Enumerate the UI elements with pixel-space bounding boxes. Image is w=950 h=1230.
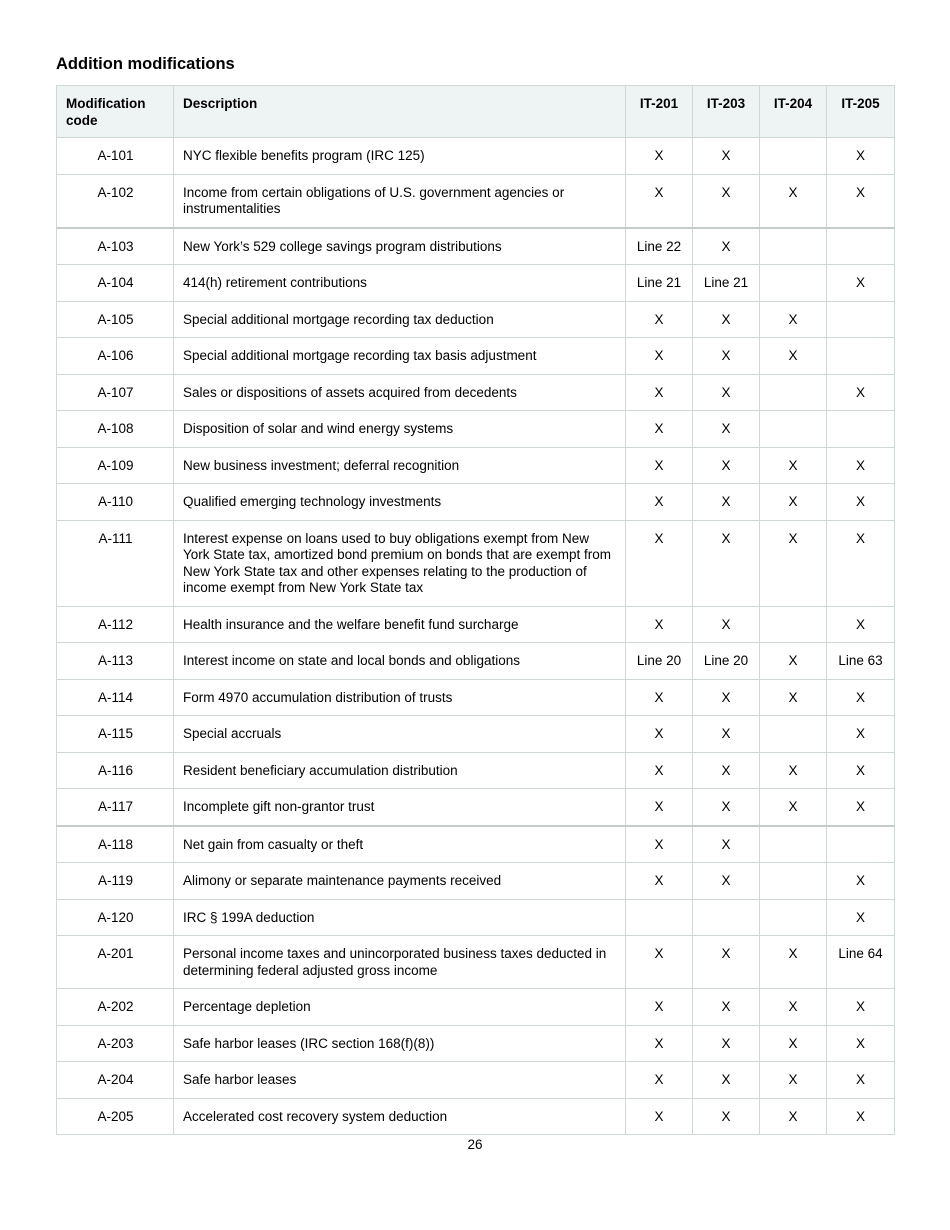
cell-it-201: X: [626, 863, 693, 900]
cell-it-201: X: [626, 679, 693, 716]
cell-it-201: X: [626, 1098, 693, 1135]
cell-it-203: X: [693, 228, 760, 265]
cell-code: A-103: [57, 228, 174, 265]
cell-it-205: X: [827, 484, 895, 521]
cell-it-204: [760, 374, 827, 411]
cell-it-205: X: [827, 1098, 895, 1135]
table-row: [57, 679, 895, 716]
header-it-205: IT-205: [827, 86, 895, 138]
cell-code: A-118: [57, 826, 174, 863]
cell-it-204: X: [760, 338, 827, 375]
header-it-201: IT-201: [626, 86, 693, 138]
cell-description: Incomplete gift non-grantor trust: [174, 789, 626, 826]
cell-it-201: X: [626, 789, 693, 826]
cell-it-204: X: [760, 174, 827, 228]
cell-it-203: [693, 899, 760, 936]
cell-code: A-104: [57, 265, 174, 302]
cell-it-203: X: [693, 1062, 760, 1099]
cell-code: A-111: [57, 520, 174, 606]
cell-it-201: X: [626, 301, 693, 338]
cell-code: A-203: [57, 1025, 174, 1062]
table-row: [57, 228, 895, 265]
cell-it-205: Line 64: [827, 936, 895, 989]
cell-it-204: [760, 863, 827, 900]
cell-it-205: X: [827, 716, 895, 753]
table-row: [57, 138, 895, 175]
cell-it-203: X: [693, 863, 760, 900]
cell-it-205: [827, 826, 895, 863]
table-header-row: [57, 86, 895, 138]
table-body: [57, 138, 895, 1135]
cell-it-201: Line 20: [626, 643, 693, 680]
cell-it-203: X: [693, 989, 760, 1026]
cell-it-204: [760, 138, 827, 175]
cell-description: Special accruals: [174, 716, 626, 753]
cell-it-205: X: [827, 1062, 895, 1099]
cell-it-203: Line 20: [693, 643, 760, 680]
cell-it-205: X: [827, 989, 895, 1026]
cell-it-204: X: [760, 679, 827, 716]
cell-it-203: X: [693, 716, 760, 753]
cell-code: A-114: [57, 679, 174, 716]
cell-description: Percentage depletion: [174, 989, 626, 1026]
cell-it-204: X: [760, 1062, 827, 1099]
cell-description: Sales or dispositions of assets acquired from decedents: [174, 374, 626, 411]
cell-it-205: X: [827, 1025, 895, 1062]
cell-it-201: X: [626, 989, 693, 1026]
addition-modifications-table: [56, 85, 895, 1135]
cell-it-205: X: [827, 265, 895, 302]
cell-it-205: X: [827, 374, 895, 411]
cell-it-205: [827, 411, 895, 448]
cell-code: A-101: [57, 138, 174, 175]
cell-it-201: Line 21: [626, 265, 693, 302]
cell-it-203: X: [693, 301, 760, 338]
cell-it-205: [827, 301, 895, 338]
cell-description: Interest income on state and local bonds and obligations: [174, 643, 626, 680]
page-number: 26: [467, 1137, 483, 1152]
cell-it-203: X: [693, 338, 760, 375]
cell-it-204: X: [760, 1098, 827, 1135]
cell-description: IRC § 199A deduction: [174, 899, 626, 936]
cell-it-201: X: [626, 716, 693, 753]
cell-it-205: X: [827, 520, 895, 606]
cell-code: A-110: [57, 484, 174, 521]
cell-it-201: X: [626, 606, 693, 643]
table-row: [57, 265, 895, 302]
table-row: [57, 936, 895, 989]
table-row: [57, 789, 895, 826]
cell-it-201: X: [626, 1062, 693, 1099]
cell-description: NYC flexible benefits program (IRC 125): [174, 138, 626, 175]
cell-description: Health insurance and the welfare benefit fund surcharge: [174, 606, 626, 643]
cell-it-203: X: [693, 174, 760, 228]
cell-it-201: X: [626, 752, 693, 789]
cell-description: Alimony or separate maintenance payments received: [174, 863, 626, 900]
cell-it-204: X: [760, 301, 827, 338]
table-row: [57, 484, 895, 521]
cell-description: Resident beneficiary accumulation distribution: [174, 752, 626, 789]
cell-description: Safe harbor leases (IRC section 168(f)(8)): [174, 1025, 626, 1062]
cell-it-203: X: [693, 374, 760, 411]
cell-it-201: X: [626, 936, 693, 989]
cell-it-204: [760, 606, 827, 643]
cell-it-205: X: [827, 447, 895, 484]
cell-code: A-117: [57, 789, 174, 826]
cell-it-205: X: [827, 899, 895, 936]
cell-it-203: X: [693, 411, 760, 448]
cell-it-203: X: [693, 936, 760, 989]
cell-description: Net gain from casualty or theft: [174, 826, 626, 863]
cell-code: A-116: [57, 752, 174, 789]
cell-description: Form 4970 accumulation distribution of trusts: [174, 679, 626, 716]
table-row: [57, 716, 895, 753]
cell-it-203: X: [693, 752, 760, 789]
cell-it-201: X: [626, 411, 693, 448]
cell-it-204: X: [760, 520, 827, 606]
cell-description: Qualified emerging technology investments: [174, 484, 626, 521]
cell-it-204: X: [760, 447, 827, 484]
cell-it-205: X: [827, 752, 895, 789]
cell-it-201: [626, 899, 693, 936]
cell-it-203: X: [693, 1098, 760, 1135]
header-it-203: IT-203: [693, 86, 760, 138]
header-modification-code: Modification code: [57, 86, 174, 138]
cell-code: A-113: [57, 643, 174, 680]
cell-description: Safe harbor leases: [174, 1062, 626, 1099]
cell-code: A-109: [57, 447, 174, 484]
cell-code: A-205: [57, 1098, 174, 1135]
cell-it-204: X: [760, 1025, 827, 1062]
table-row: [57, 1098, 895, 1135]
cell-it-201: X: [626, 374, 693, 411]
cell-it-203: Line 21: [693, 265, 760, 302]
cell-it-203: X: [693, 789, 760, 826]
cell-description: Disposition of solar and wind energy systems: [174, 411, 626, 448]
cell-it-201: X: [626, 174, 693, 228]
cell-it-205: X: [827, 863, 895, 900]
cell-code: A-112: [57, 606, 174, 643]
cell-it-204: [760, 716, 827, 753]
cell-it-205: X: [827, 679, 895, 716]
cell-it-204: [760, 228, 827, 265]
cell-code: A-105: [57, 301, 174, 338]
cell-code: A-107: [57, 374, 174, 411]
table-row: [57, 174, 895, 228]
cell-it-204: X: [760, 789, 827, 826]
cell-it-203: X: [693, 447, 760, 484]
table-row: [57, 1062, 895, 1099]
cell-it-205: [827, 228, 895, 265]
cell-code: A-202: [57, 989, 174, 1026]
cell-it-203: X: [693, 484, 760, 521]
cell-it-205: X: [827, 174, 895, 228]
cell-it-205: X: [827, 606, 895, 643]
cell-it-203: X: [693, 1025, 760, 1062]
cell-it-204: X: [760, 752, 827, 789]
cell-it-205: Line 63: [827, 643, 895, 680]
cell-it-203: X: [693, 520, 760, 606]
cell-code: A-102: [57, 174, 174, 228]
cell-it-205: X: [827, 138, 895, 175]
cell-description: 414(h) retirement contributions: [174, 265, 626, 302]
table-row: [57, 374, 895, 411]
table-row: [57, 411, 895, 448]
table-row: [57, 643, 895, 680]
cell-code: A-201: [57, 936, 174, 989]
cell-description: Personal income taxes and unincorporated business taxes deducted in determining federal adjusted gross income: [174, 936, 626, 989]
cell-description: New York’s 529 college savings program distributions: [174, 228, 626, 265]
cell-it-201: X: [626, 338, 693, 375]
cell-it-203: X: [693, 679, 760, 716]
cell-it-201: X: [626, 138, 693, 175]
table-row: [57, 1025, 895, 1062]
cell-it-204: [760, 265, 827, 302]
table-row: [57, 338, 895, 375]
cell-description: New business investment; deferral recognition: [174, 447, 626, 484]
header-description: Description: [174, 86, 626, 138]
table-row: [57, 752, 895, 789]
cell-it-203: X: [693, 606, 760, 643]
cell-code: A-106: [57, 338, 174, 375]
cell-it-201: Line 22: [626, 228, 693, 265]
section-title: Addition modifications: [56, 55, 235, 73]
table-row: [57, 447, 895, 484]
cell-it-201: X: [626, 520, 693, 606]
cell-it-203: X: [693, 138, 760, 175]
cell-it-204: X: [760, 643, 827, 680]
cell-it-204: [760, 826, 827, 863]
table-row: [57, 826, 895, 863]
cell-description: Accelerated cost recovery system deduction: [174, 1098, 626, 1135]
cell-it-204: [760, 411, 827, 448]
cell-it-205: [827, 338, 895, 375]
cell-code: A-108: [57, 411, 174, 448]
cell-it-204: X: [760, 989, 827, 1026]
table-row: [57, 863, 895, 900]
cell-it-205: X: [827, 789, 895, 826]
cell-code: A-115: [57, 716, 174, 753]
table-row: [57, 989, 895, 1026]
cell-it-204: X: [760, 936, 827, 989]
cell-it-201: X: [626, 1025, 693, 1062]
cell-it-201: X: [626, 484, 693, 521]
table-row: [57, 301, 895, 338]
cell-description: Special additional mortgage recording tax basis adjustment: [174, 338, 626, 375]
cell-it-201: X: [626, 447, 693, 484]
table-row: [57, 520, 895, 606]
cell-code: A-204: [57, 1062, 174, 1099]
cell-it-201: X: [626, 826, 693, 863]
cell-description: Special additional mortgage recording tax deduction: [174, 301, 626, 338]
cell-description: Interest expense on loans used to buy obligations exempt from New York State tax, amortized bond premium on bonds that are exempt from New York State tax and other expenses relating to the production of income exempt from New York State tax: [174, 520, 626, 606]
cell-code: A-119: [57, 863, 174, 900]
header-it-204: IT-204: [760, 86, 827, 138]
cell-it-204: X: [760, 484, 827, 521]
table-row: [57, 606, 895, 643]
cell-it-204: [760, 899, 827, 936]
cell-code: A-120: [57, 899, 174, 936]
cell-description: Income from certain obligations of U.S. government agencies or instrumentalities: [174, 174, 626, 228]
cell-it-203: X: [693, 826, 760, 863]
table-row: [57, 899, 895, 936]
